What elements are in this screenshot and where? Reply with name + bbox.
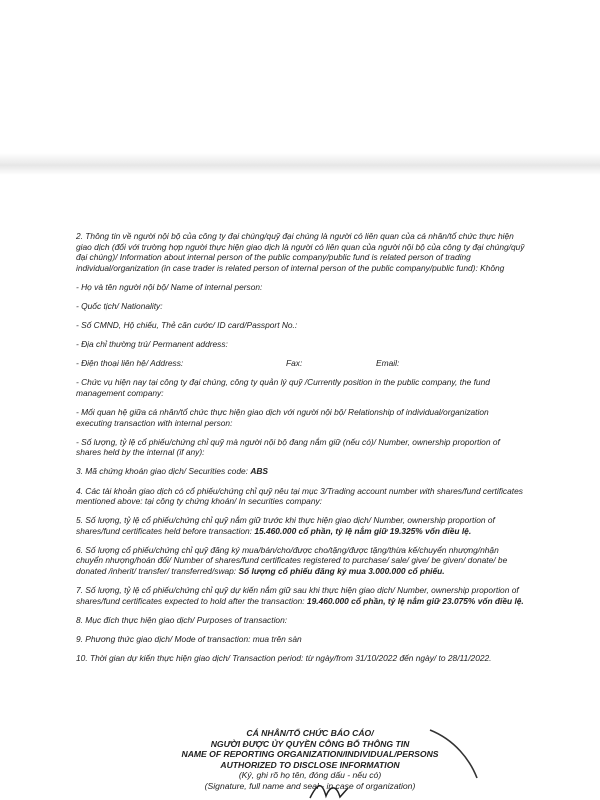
item-3: 3. Mã chứng khoán giao dịch/ Securities code: ABS xyxy=(76,466,268,477)
section-2-heading: 2. Thông tin về người nội bộ của công ty đại chúng/quỹ đại chúng là người có liên quan của cá nhân/tổ chức thực hiện giao dịch (đối với trường hợp người thực hiện giao dịch là người có liên quan của người nội bộ của công ty đại chúng/quỹ đại chúng)/ Information about internal person of the public company/public fund is related person of trading individual/organization (in case trader is related person of internal person of the public company/public fund): Không xyxy=(76,231,525,273)
id-line: - Số CMND, Hộ chiếu, Thẻ căn cước/ ID card/Passport No.: xyxy=(76,320,298,331)
item-7-value: 19.460.000 cổ phần, tỷ lệ nắm giữ 23.075% vốn điều lệ. xyxy=(306,595,524,606)
seal-stroke xyxy=(425,720,485,780)
item-5-value: 15.460.000 cổ phần, tỷ lệ nắm giữ 19.325% vốn điều lệ. xyxy=(254,525,472,536)
internal-person-name: - Họ và tên người nội bộ/ Name of internal person: xyxy=(76,281,263,292)
item-6-value: Số lượng cổ phiếu đăng ký mua 3.000.000 cổ phiếu. xyxy=(238,566,445,577)
item-4: 4. Các tài khoản giao dịch có cổ phiếu/chứng chỉ quỹ nêu tại mục 3/Trading account number with shares/fund certificates mentioned above: tại công ty chứng khoán/ In securities company: xyxy=(76,485,523,507)
securities-code: ABS xyxy=(250,466,268,477)
item-10: 10. Thời gian dự kiến thực hiện giao dịch/ Transaction period: từ ngày/from 31/10/2022 đến ngày/ to 28/11/2022. xyxy=(76,653,492,664)
nationality-line: - Quốc tịch/ Nationality: xyxy=(76,300,163,311)
footer-line-2: NGƯỜI ĐƯỢC ỦY QUYỀN CÔNG BỐ THÔNG TIN xyxy=(210,738,410,749)
fax-label: Fax: xyxy=(286,358,303,369)
item-8: 8. Mục đích thực hiện giao dịch/ Purposes of transaction: xyxy=(76,614,288,625)
position-line: - Chức vụ hiện nay tại công ty đại chúng, công ty quản lý quỹ /Currently position in the public company, the fund management company: xyxy=(76,377,490,398)
scan-fold-shadow xyxy=(0,153,600,175)
footer-line-6: (Signature, full name and seal - in case of organization) xyxy=(204,780,416,791)
address-line: - Địa chỉ thường trú/ Permanent address: xyxy=(76,339,228,350)
phone-label: - Điện thoại liên hệ/ Address: xyxy=(76,358,184,369)
relationship-line: - Mối quan hệ giữa cá nhân/tổ chức thực hiện giao dịch với người nội bộ/ Relationship of individual/organization executing transaction with internal person: xyxy=(76,407,489,428)
footer-line-1: CÁ NHÂN/TỔ CHỨC BÁO CÁO/ xyxy=(246,728,374,738)
document-body xyxy=(76,231,526,664)
item-5: 5. Số lượng, tỷ lệ cổ phiếu/chứng chỉ quỹ nắm giữ trước khi thực hiện giao dịch/ Number, ownership proportion of shares/fund certificates held before transaction: 15.460.000 cổ phần, tỷ lệ nắm giữ 19.325% vốn điều lệ. xyxy=(76,515,495,536)
holding-line: - Số lượng, tỷ lệ cổ phiếu/chứng chỉ quỹ mà người nội bộ đang nắm giữ (nếu có)/ Number, ownership proportion of shares held by the internal (if any): xyxy=(76,436,500,458)
item-9: 9. Phương thức giao dịch/ Mode of transaction: mua trên sàn xyxy=(76,633,302,644)
footer-line-5: (Ký, ghi rõ họ tên, đóng dấu - nếu có) xyxy=(238,770,382,781)
footer-line-4: AUTHORIZED TO DISCLOSE INFORMATION xyxy=(220,759,400,770)
item-7: 7. Số lượng, tỷ lệ cổ phiếu/chứng chỉ quỹ dự kiến nắm giữ sau khi thực hiện giao dịch/ Number, ownership proportion of shares/fund certificates expected to hold after the transaction: 19.460.000 cổ phần, tỷ lệ nắm giữ 23.075% vốn điều lệ. xyxy=(76,585,524,606)
footer-line-3: NAME OF REPORTING ORGANIZATION/INDIVIDUAL/PERSONS xyxy=(181,749,439,760)
signature-mark xyxy=(300,780,420,800)
contact-row xyxy=(76,358,526,369)
item-6: 6. Số lượng cổ phiếu/chứng chỉ quỹ đăng ký mua/bán/cho/được cho/tặng/được tặng/thừa kế/chuyển nhượng/nhận chuyển nhượng/hoán đổi/ Number of shares/fund certificates registered to purchase/ sale/ give/ be given/ donate/ be donated /inherit/ transfer/ transferred/swap: Số lượng cổ phiếu đăng ký mua 3.000.000 cổ phiếu. xyxy=(76,544,508,577)
email-label: Email: xyxy=(376,358,400,369)
